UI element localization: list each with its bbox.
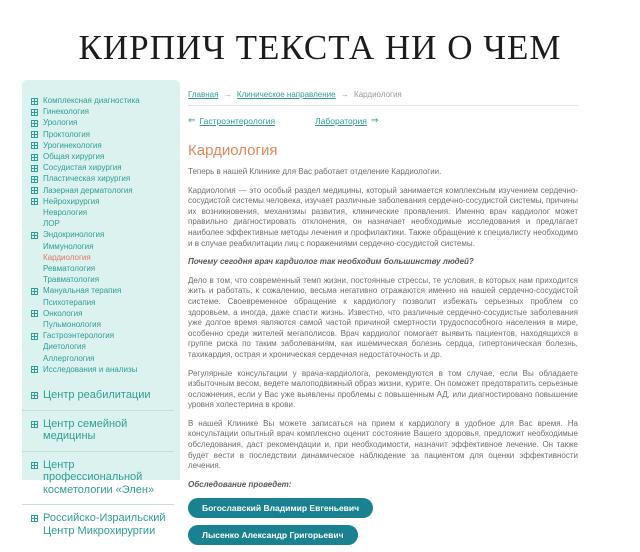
doctor-button[interactable]: Лысенко Александр Григорьевич [188,525,358,545]
expand-plus-icon [31,154,38,161]
slide-title: КИРПИЧ ТЕКСТА НИ О ЧЕМ [78,28,562,67]
sidebar-item-label: Нейрохирургия [43,196,100,206]
article-paragraph: Регулярные консультации у врача-кардиолога, рекомендуются в том случае, если Вы обладаете избыточным весом, ведете малоподвижный образ жизни, курите. Он поможет предотвратить серьезные осложнения, если у Вас уже выявлены проблемы с повышенным АД, или диагностировано повышение уровня холестерина в крови. [188,368,578,410]
prev-page-link[interactable]: Гастроэнтерология [199,115,276,126]
article-paragraph: Кардиология — это особый раздел медицины, который занимается комплексным изучением сердечно-сосудистой системы человека, изучает различные заболевания сердечно-сосудистой системы, причины их возникновения, механизмы развития, клинические проявления. Именно врач кардиолог может правильно диагностировать отклонения, он назначает необходимые исследования и предлагает наиболее эффективные методы лечения и профилактики. Также обращение к специалисту необходимо и в случае реабилитации лиц с поражениями сердечно-сосудистой системы. [188,185,578,248]
sidebar-item[interactable] [22,218,180,229]
sidebar-item-label: Общая хирургия [43,152,105,162]
sidebar-item[interactable] [22,151,180,162]
article-paragraph: Обследование проведет: [188,479,292,489]
sidebar-center-label: Центр семейной медицины [43,417,128,443]
sidebar-item[interactable] [22,95,180,106]
sidebar-item[interactable] [22,140,180,151]
sidebar-item-label: Пульмонология [43,320,101,330]
sidebar-item[interactable] [22,274,180,285]
sidebar-item-label: Лазерная дерматология [43,185,133,195]
sidebar-item-label: Онкология [43,308,83,318]
expand-plus-icon [31,392,38,399]
main-content [188,90,578,552]
sidebar-item[interactable] [22,364,180,375]
sidebar-center-item[interactable] [22,382,174,411]
sidebar-item[interactable] [22,106,180,117]
expand-plus-icon [31,98,38,105]
next-arrow-icon[interactable]: ⇒ [370,115,379,125]
sidebar-item[interactable] [22,162,180,173]
sidebar-item-label: Кардиология [43,252,91,262]
sidebar-item-label: Пластическая хирургия [43,174,131,184]
sidebar-item-label: Исследования и анализы [43,364,138,374]
expand-plus-icon [31,165,38,172]
expand-plus-icon [31,120,38,127]
article-body [188,167,578,490]
sidebar-item[interactable] [22,319,180,330]
breadcrumb-current: Кардиология [354,90,402,99]
sidebar-item-label: Травматология [43,275,100,285]
sidebar-center-label: Центр профессиональной косметологии «Элен» [43,458,155,496]
sidebar-item-label: Психотерапия [43,297,96,307]
sidebar-item[interactable] [22,341,180,352]
expand-plus-icon [31,366,38,373]
sidebar-item-label: Сосудистая хирургия [43,163,122,173]
sidebar-item-label: Гастроэнтерология [43,331,115,341]
sidebar-item-label: Неврология [43,208,88,218]
sidebar-item-label: ЛОР [43,219,60,229]
page-title: Кардиология [188,142,278,159]
sidebar-item[interactable] [22,229,180,240]
expand-plus-icon [31,187,38,194]
expand-plus-icon [31,198,38,205]
sidebar-item-label: Диетология [43,342,86,352]
prev-group [188,115,275,126]
sidebar-item-label: Урогинекология [43,140,102,150]
expand-plus-icon [31,421,38,428]
expand-plus-icon [31,109,38,116]
expand-plus-icon [31,462,38,469]
article-paragraph: Теперь в нашей Клинике для Вас работает отделение Кардиологии. [188,167,442,176]
sidebar-item[interactable] [22,297,180,308]
article-paragraph: В нашей Клинике Вы можете записаться на прием к кардиологу в удобное для Вас время. На консультации опытный врач комплексно оценит состояние Вашего здоровья, предложит необходимые обследования, даст рекомендации и, при необходимости, назначит эффективное лечение. Он также будет вести в последствии динамическое наблюдение за пациентом для оценки эффективности лечения. [188,418,578,471]
breadcrumb-separator: → [223,90,232,99]
prev-arrow-icon[interactable]: ⇐ [188,115,196,125]
sidebar-items-list [22,95,180,375]
sidebar-item-label: Урология [43,118,78,128]
sidebar-item[interactable] [22,263,180,274]
expand-plus-icon [31,333,38,340]
sidebar-item-label: Гинекология [43,107,90,117]
sidebar-item-label: Ревматология [43,264,96,274]
expand-plus-icon [31,515,38,522]
doctors-list [188,498,578,545]
sidebar-center-item[interactable] [22,411,174,452]
sidebar-item[interactable] [22,117,180,128]
sidebar-item-label: Комплексная диагностика [43,96,140,105]
sidebar-item[interactable] [22,207,180,218]
sidebar-item[interactable] [22,173,180,184]
expand-plus-icon [31,288,38,295]
sidebar-item[interactable] [22,185,180,196]
breadcrumb [188,90,578,106]
expand-plus-icon [31,232,38,239]
article-paragraph: Почему сегодня врач кардиолог так необходим большинству людей? [188,257,474,267]
expand-plus-icon [31,131,38,138]
sidebar-item[interactable] [22,196,180,207]
breadcrumb-separator: → [340,90,349,99]
sidebar-item[interactable] [22,308,180,319]
sidebar-center-item[interactable] [22,505,174,545]
sidebar-item[interactable] [22,285,180,296]
sidebar-item-label: Иммунология [43,241,94,251]
sidebar-item[interactable] [22,252,180,263]
sidebar-center-label: Российско-Израильский Центр Микрохирургии [43,512,166,537]
sidebar-item[interactable] [22,353,180,364]
next-page-link[interactable]: Лаборатория [315,115,367,126]
next-group [315,115,378,126]
expand-plus-icon [31,310,38,317]
sidebar-item-label: Проктология [43,129,91,139]
sidebar-center-label: Центр реабилитации [43,389,151,402]
doctor-button[interactable]: Богославский Владимир Евгеньевич [188,498,373,518]
expand-plus-icon [31,176,38,183]
sidebar-center-item[interactable] [22,452,174,506]
expand-plus-icon [31,142,38,149]
prev-next-nav [188,115,578,126]
breadcrumb-link-clinical[interactable]: Клиническое направление [236,90,336,99]
article-paragraph: Дело в том, что современный темп жизни, постоянные стрессы, те условия, в которых нам приходится жить и работать, к сожалению, весьма негативно отражаются именно на нашей сердечно-сосудистой системе. Своевременное обращение к кардиологу позволит избежать серьезных проблем со здоровьем, а иногда, даже спасти жизнь. Известно, что различные сердечно-сосудистые заболевания уже долгое время являются самой частой причиной смертности трудоспособного населения в мире, особенно среди жителей мегаполисов. Врач кардиолог помогает выявить пациентов, находящихся в группе риска по таким заболеваниям, как ишемическая болезнь сердца, гипертоническая болезнь, тахикардия, острая и хроническая сердечная недостаточность и др. [188,275,578,359]
sidebar-item-label: Аллергология [43,353,95,363]
sidebar-item-label: Эндокринология [43,230,105,240]
sidebar-item[interactable] [22,330,180,341]
breadcrumb-link-home[interactable]: Главная [188,90,219,99]
sidebar-centers-list [22,382,180,545]
sidebar-item-label: Мануальная терапия [43,286,122,296]
sidebar-item[interactable] [22,241,180,252]
sidebar-item[interactable] [22,129,180,140]
sidebar-menu [22,80,180,537]
